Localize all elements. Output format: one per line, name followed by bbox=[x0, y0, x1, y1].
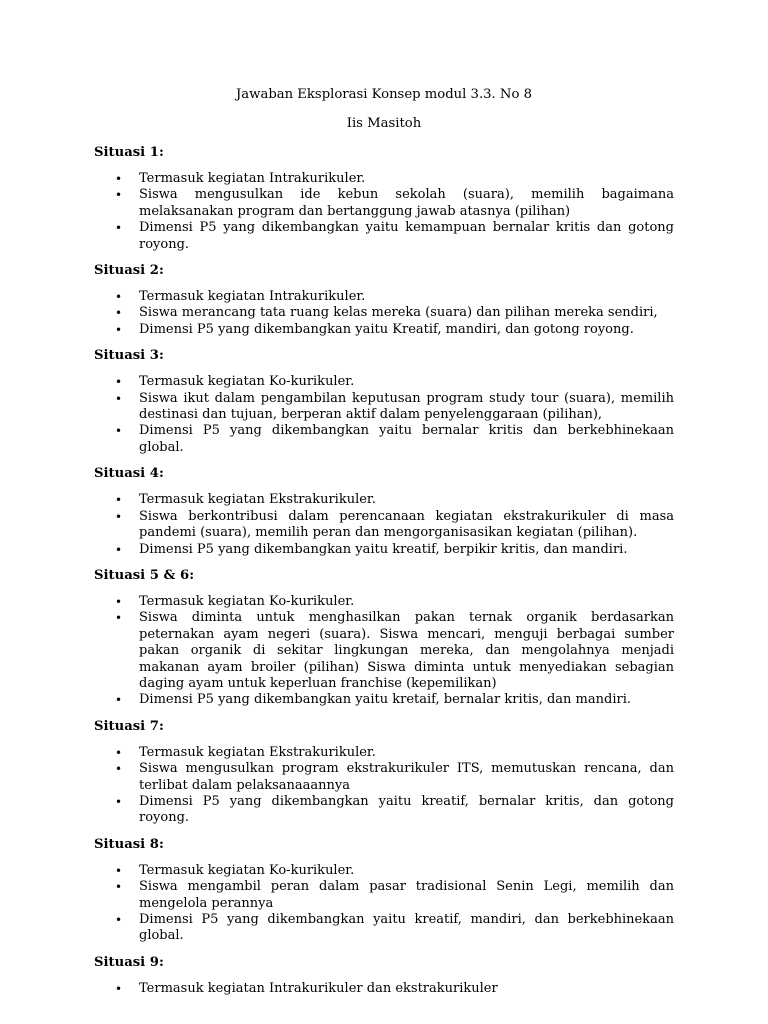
situation-section bbox=[94, 263, 674, 338]
list-item-text: Siswa mengusulkan program ekstrakurikuler ITS, memutuskan rencana, dan terlibat dalam pelaksanaaannya bbox=[139, 761, 674, 793]
list-item-text: Termasuk kegiatan Intrakurikuler. bbox=[139, 171, 366, 186]
list-item bbox=[94, 794, 674, 827]
bullet-icon: • bbox=[115, 611, 123, 626]
list-item-text: Termasuk kegiatan Ko-kurikuler. bbox=[139, 862, 355, 878]
bullet-icon: • bbox=[115, 745, 123, 760]
list-item bbox=[94, 542, 674, 558]
list-item-text: Siswa berkontribusi dalam perencanaan kegiatan ekstrakurikuler di masa pandemi (suara), memilih peran dan mengorganisasikan kegiatan (pilihan). bbox=[139, 508, 674, 541]
bullet-icon: • bbox=[115, 391, 123, 406]
list-item bbox=[94, 692, 674, 708]
situation-section bbox=[94, 719, 674, 827]
list-item bbox=[94, 863, 674, 879]
list-item-text: Dimensi P5 yang dikembangkan yaitu kemampuan bernalar kritis dan gotong royong. bbox=[139, 220, 674, 252]
bullet-icon: • bbox=[115, 913, 123, 927]
list-item bbox=[94, 745, 674, 761]
list-item-text: Termasuk kegiatan Ko-kurikuler. bbox=[139, 374, 355, 390]
list-item bbox=[94, 187, 674, 220]
list-item-text: Dimensi P5 yang dikembangkan yaitu kreatif, bernalar kritis, dan gotong royong. bbox=[139, 793, 674, 826]
bullet-icon: • bbox=[115, 880, 123, 895]
bullet-list bbox=[94, 863, 674, 945]
list-item-text: Dimensi P5 yang dikembangkan yaitu bernalar kritis dan berkebhinekaan global. bbox=[139, 423, 674, 455]
bullet-icon: • bbox=[115, 794, 123, 809]
bullet-icon: • bbox=[115, 981, 123, 996]
bullet-icon: • bbox=[115, 493, 123, 508]
bullet-icon: • bbox=[115, 863, 123, 878]
bullet-list bbox=[94, 745, 674, 827]
document-title: Jawaban Eksplorasi Konsep modul 3.3. No 8 bbox=[236, 87, 532, 102]
bullet-icon: • bbox=[115, 290, 123, 305]
list-item-text: Termasuk kegiatan Intrakurikuler dan ekstrakurikuler bbox=[139, 980, 498, 996]
bullet-icon: • bbox=[115, 693, 123, 708]
list-item bbox=[94, 322, 674, 338]
situation-section bbox=[94, 348, 674, 456]
list-item bbox=[94, 879, 674, 912]
situation-heading: Situasi 8: bbox=[94, 836, 164, 852]
bullet-icon: • bbox=[115, 424, 123, 439]
list-item bbox=[94, 374, 674, 390]
list-item-text: Termasuk kegiatan Ekstrakurikuler. bbox=[139, 492, 376, 508]
list-item bbox=[94, 423, 674, 456]
situation-section bbox=[94, 466, 674, 558]
situation-section bbox=[94, 837, 674, 945]
bullet-icon: • bbox=[115, 509, 123, 524]
situation-heading: Situasi 3: bbox=[94, 348, 164, 364]
bullet-list bbox=[94, 492, 674, 558]
bullet-icon: • bbox=[115, 172, 123, 186]
bullet-icon: • bbox=[115, 375, 123, 390]
situation-heading: Situasi 4: bbox=[94, 466, 164, 482]
document-author: Iis Masitoh bbox=[346, 116, 422, 131]
list-item-text: Dimensi P5 yang dikembangkan yaitu Kreatif, mandiri, dan gotong royong. bbox=[139, 321, 634, 337]
list-item bbox=[94, 391, 674, 424]
list-item-text: Siswa mengambil peran dalam pasar tradisional Senin Legi, memilih dan mengelola perannya bbox=[139, 879, 674, 911]
bullet-icon: • bbox=[115, 542, 123, 557]
bullet-list bbox=[94, 374, 674, 456]
list-item bbox=[94, 509, 674, 542]
list-item bbox=[94, 594, 674, 610]
list-item-text: Siswa mengusulkan ide kebun sekolah (suara), memilih bagaimana melaksanakan program dan bertanggung jawab atasnya (pilihan) bbox=[139, 187, 674, 219]
list-item-text: Siswa ikut dalam pengambilan keputusan program study tour (suara), memilih destinasi dan tujuan, berperan aktif dalam penyelenggaraan (pilihan), bbox=[139, 390, 674, 423]
situation-section bbox=[94, 145, 674, 253]
bullet-list bbox=[94, 289, 674, 338]
bullet-icon: • bbox=[115, 306, 123, 321]
list-item bbox=[94, 305, 674, 321]
situation-heading: Situasi 1: bbox=[94, 145, 164, 160]
bullet-list bbox=[94, 594, 674, 709]
list-item-text: Termasuk kegiatan Intrakurikuler. bbox=[139, 289, 366, 305]
list-item-text: Termasuk kegiatan Ekstrakurikuler. bbox=[139, 744, 376, 760]
list-item-text: Dimensi P5 yang dikembangkan yaitu kreatif, mandiri, dan berkebhinekaan global. bbox=[139, 912, 674, 944]
list-item bbox=[94, 761, 674, 794]
situation-heading: Situasi 5 & 6: bbox=[94, 567, 195, 583]
bullet-icon: • bbox=[115, 188, 123, 203]
bullet-icon: • bbox=[115, 221, 123, 236]
bullet-icon: • bbox=[115, 762, 123, 777]
list-item-text: Siswa diminta untuk menghasilkan pakan ternak organik berdasarkan peternakan ayam negeri (suara). Siswa mencari, menguji berbagai sumber pakan organik di sekitar lingkungan mereka, dan mengolahnya menjadi makanan ayam broiler (pilihan) Siswa diminta untuk menyediakan sebagian daging ayam untuk keperluan franchise (kepemilikan) bbox=[139, 610, 674, 691]
list-item bbox=[94, 289, 674, 305]
list-item-text: Dimensi P5 yang dikembangkan yaitu kretaif, bernalar kritis, dan mandiri. bbox=[139, 692, 631, 708]
list-item bbox=[94, 610, 674, 692]
situation-section bbox=[94, 955, 674, 997]
bullet-list bbox=[94, 171, 674, 253]
bullet-list bbox=[94, 981, 674, 997]
list-item-text: Dimensi P5 yang dikembangkan yaitu kreatif, berpikir kritis, dan mandiri. bbox=[139, 541, 628, 557]
list-item bbox=[94, 912, 674, 945]
list-item-text: Siswa merancang tata ruang kelas mereka (suara) dan pilihan mereka sendiri, bbox=[139, 305, 658, 321]
situation-heading: Situasi 2: bbox=[94, 263, 164, 279]
bullet-icon: • bbox=[115, 594, 123, 609]
list-item bbox=[94, 171, 674, 187]
list-item-text: Termasuk kegiatan Ko-kurikuler. bbox=[139, 593, 355, 609]
bullet-icon: • bbox=[115, 322, 123, 337]
list-item bbox=[94, 492, 674, 508]
situation-heading: Situasi 7: bbox=[94, 718, 164, 734]
situations-list bbox=[94, 145, 674, 997]
situation-section bbox=[94, 568, 674, 709]
list-item bbox=[94, 220, 674, 253]
situation-heading: Situasi 9: bbox=[94, 954, 164, 970]
list-item bbox=[94, 981, 674, 997]
